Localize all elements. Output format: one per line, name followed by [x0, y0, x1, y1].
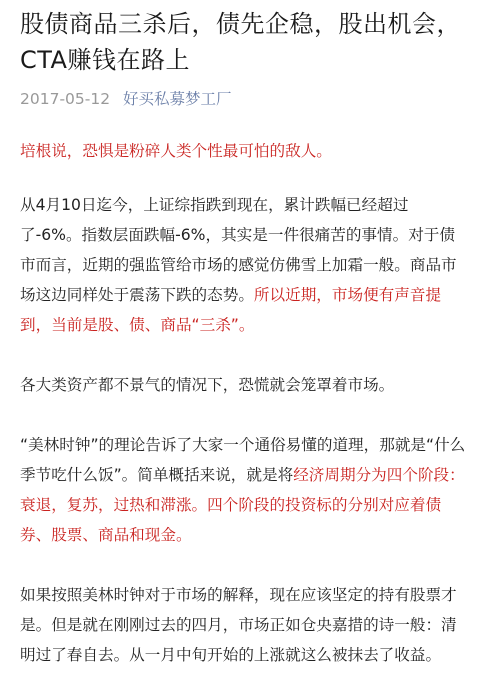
account-name-link[interactable]: 好买私募梦工厂 — [123, 90, 232, 108]
body-paragraph-2: 各大类资产都不景气的情况下，恐慌就会笼罩着市场。 — [20, 376, 395, 394]
article-meta — [20, 88, 468, 110]
body-paragraph-1 — [20, 190, 468, 340]
article-body — [20, 136, 468, 670]
publish-date: 2017-05-12 — [20, 90, 111, 108]
paragraph-1-text: 从4月10日迄今，上证综指跌到现在，累计跌幅已经超过了-6%。指数层面跌幅-6%，其实是一件很痛苦的事情。对于债市而言，近期的强监管给市场的感觉仿佛雪上加霜一般。商品市场这边同样处于震荡下跌的态势。 — [20, 196, 457, 304]
paragraph-3-text: “美林时钟”的理论告诉了大家一个通俗易懂的道理，那就是“什么季节吃什么饭”。简单概括来说，就是将 — [20, 436, 466, 484]
paragraph-1-highlight: 所以近期，市场便有声音提到，当前是股、债、商品“三杀”。 — [20, 286, 442, 334]
body-paragraph-3 — [20, 430, 468, 550]
body-paragraph-4: 如果按照美林时钟对于市场的解释，现在应该坚定的持有股票才是。但是就在刚刚过去的四月，市场正如仓央嘉措的诗一般：清明过了春自去。从一月中旬开始的上涨就这么被抹去了收益。 — [20, 586, 457, 664]
quote-paragraph: 培根说，恐惧是粉碎人类个性最可怕的敌人。 — [20, 142, 332, 160]
article-title: 股债商品三杀后，债先企稳，股出机会，CTA赚钱在路上 — [20, 10, 461, 74]
paragraph-3-highlight: 经济周期分为四个阶段：衰退，复苏，过热和滞涨。四个阶段的投资标的分别对应着债券、股票、商品和现金。 — [20, 466, 465, 544]
